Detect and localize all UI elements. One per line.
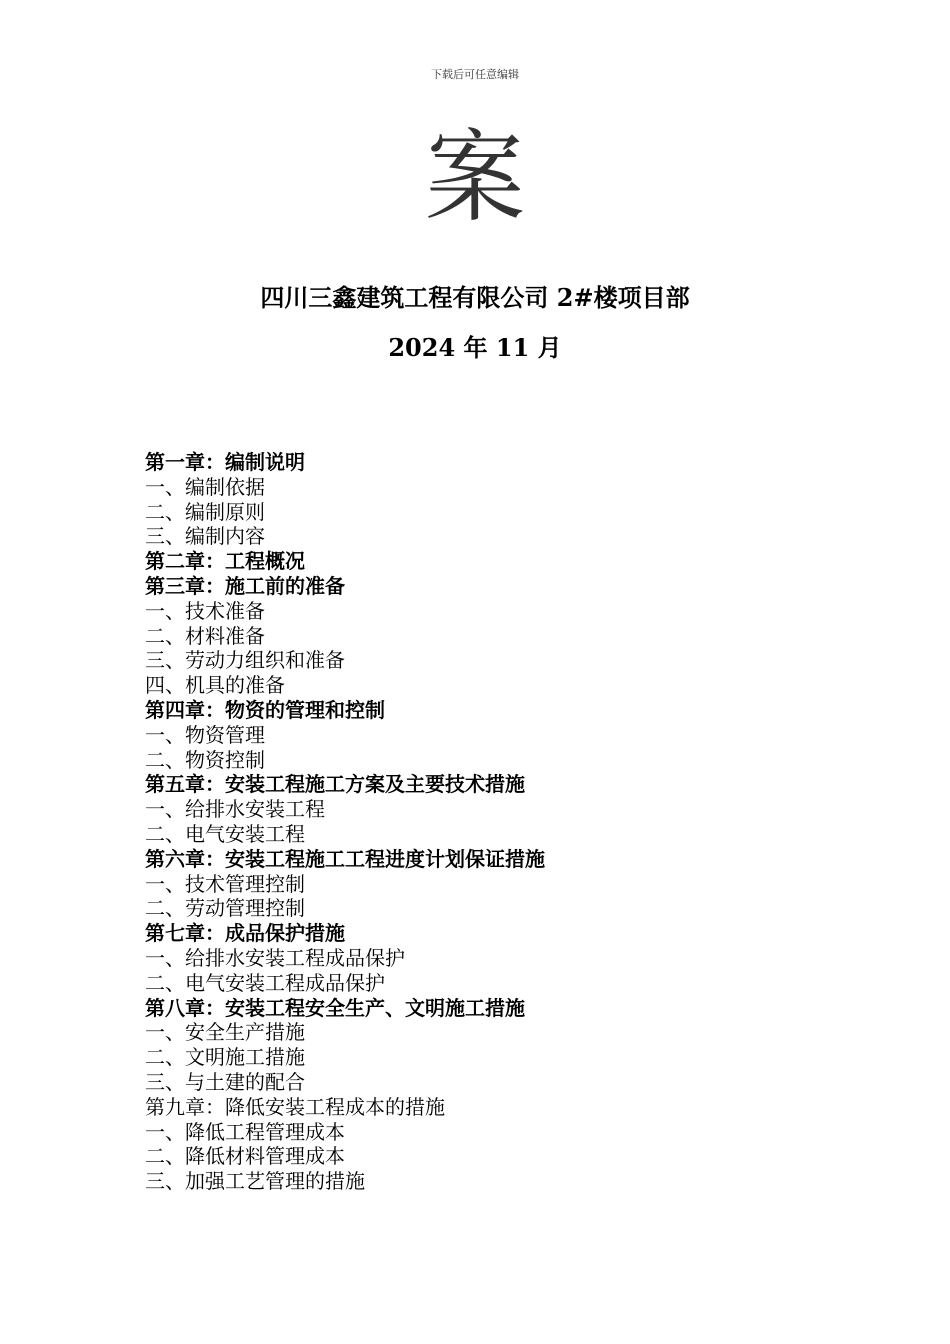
toc-item: 一、给排水安装工程 <box>145 797 325 822</box>
toc-item: 二、编制原则 <box>145 499 265 524</box>
toc-item: 第九章：降低安装工程成本的措施 <box>145 1094 445 1119</box>
toc-item: 二、物资控制 <box>145 747 265 772</box>
toc-item: 一、技术准备 <box>145 598 265 623</box>
header-note: 下载后可任意编辑 <box>431 68 519 81</box>
toc-item: 第二章：工程概况 <box>145 549 305 574</box>
toc-item: 一、降低工程管理成本 <box>145 1119 345 1144</box>
toc-item: 第六章：安装工程施工工程进度计划保证措施 <box>145 846 545 871</box>
toc-item: 一、技术管理控制 <box>145 871 305 896</box>
toc-item: 三、劳动力组织和准备 <box>145 648 345 673</box>
toc-item: 第一章：编制说明 <box>145 450 305 474</box>
toc-item: 一、给排水安装工程成品保护 <box>145 945 405 970</box>
toc-item: 一、安全生产措施 <box>145 1020 305 1045</box>
toc-item: 第五章：安装工程施工方案及主要技术措施 <box>145 772 525 797</box>
toc-item: 一、物资管理 <box>145 722 265 747</box>
title-character: 案 <box>425 119 525 236</box>
toc-item: 第三章：施工前的准备 <box>145 573 345 598</box>
toc-item: 二、文明施工措施 <box>145 1045 305 1070</box>
table-of-contents <box>145 450 845 1194</box>
toc-item: 二、降低材料管理成本 <box>145 1144 345 1169</box>
toc-item: 三、编制内容 <box>145 524 265 549</box>
toc-item: 三、加强工艺管理的措施 <box>145 1169 365 1194</box>
toc-item: 一、编制依据 <box>145 474 265 499</box>
toc-item: 二、劳动管理控制 <box>145 896 305 921</box>
company-name: 四川三鑫建筑工程有限公司 2#楼项目部 <box>260 283 690 312</box>
toc-item: 四、机具的准备 <box>145 673 285 698</box>
toc-item: 二、电气安装工程 <box>145 821 305 846</box>
toc-item: 三、与土建的配合 <box>145 1069 305 1094</box>
toc-item: 第七章：成品保护措施 <box>145 921 345 946</box>
toc-item: 第八章：安装工程安全生产、文明施工措施 <box>145 995 525 1020</box>
document-date: 2024 年 11 月 <box>388 333 562 362</box>
toc-item: 二、材料准备 <box>145 623 265 648</box>
toc-item: 二、电气安装工程成品保护 <box>145 970 385 995</box>
toc-item: 第四章：物资的管理和控制 <box>145 697 385 722</box>
